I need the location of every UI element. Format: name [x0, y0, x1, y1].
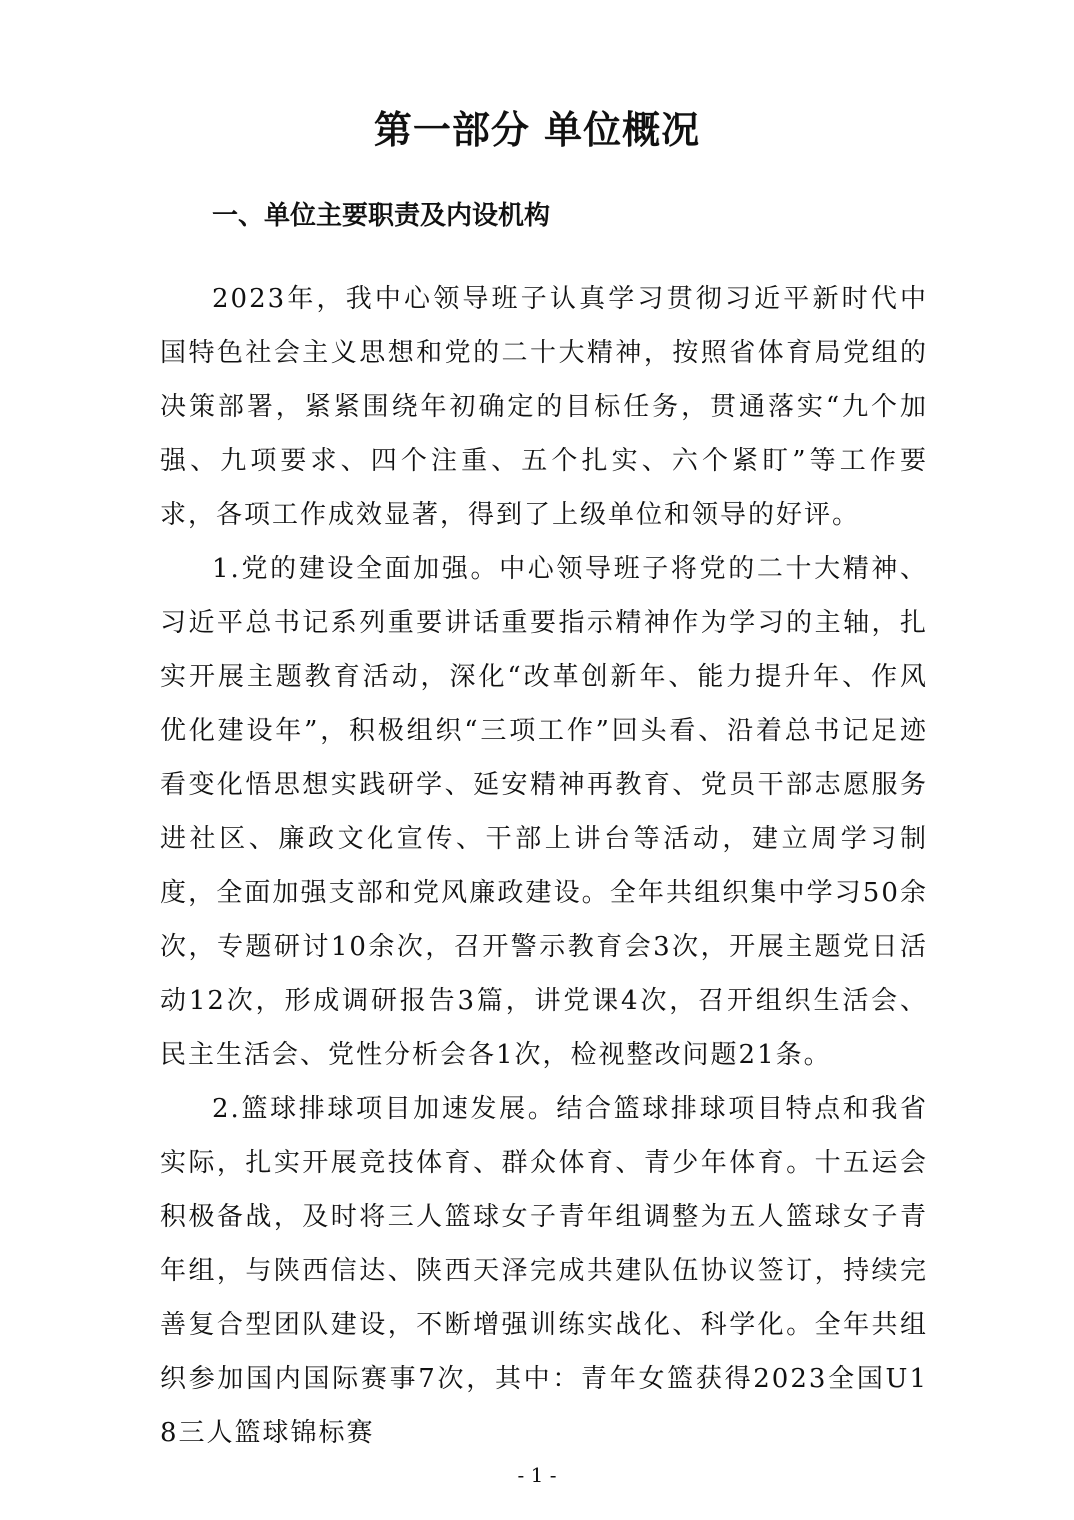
page-number: - 1 - — [517, 1463, 557, 1487]
body-text — [160, 272, 928, 1460]
page-title: 第一部分 单位概况 — [373, 107, 701, 152]
paragraph-intro: 2023年，我中心领导班子认真学习贯彻习近平新时代中国特色社会主义思想和党的二十大精神，按照省体育局党组的决策部署，紧紧围绕年初确定的目标任务，贯通落实“九个加强、九项要求、四个注重、五个扎实、六个紧盯”等工作要求，各项工作成效显著，得到了上级单位和领导的好评。 — [160, 284, 928, 530]
paragraph-party-building: 1.党的建设全面加强。中心领导班子将党的二十大精神、习近平总书记系列重要讲话重要指示精神作为学习的主轴，扎实开展主题教育活动，深化“改革创新年、能力提升年、作风优化建设年”，积极组织“三项工作”回头看、沿着总书记足迹看变化悟思想实践研学、延安精神再教育、党员干部志愿服务进社区、廉政文化宣传、干部上讲台等活动，建立周学习制度，全面加强支部和党风廉政建设。全年共组织集中学习50余次，专题研讨10余次，召开警示教育会3次，开展主题党日活动12次，形成调研报告3篇，讲党课4次，召开组织生活会、民主生活会、党性分析会各1次，检视整改问题21条。 — [160, 554, 928, 1070]
paragraph-basketball-volleyball: 2.篮球排球项目加速发展。结合篮球排球项目特点和我省实际，扎实开展竞技体育、群众体育、青少年体育。十五运会积极备战，及时将三人篮球女子青年组调整为五人篮球女子青年组，与陕西信达、陕西天泽完成共建队伍协议签订，持续完善复合型团队建设，不断增强训练实战化、科学化。全年共组织参加国内国际赛事7次，其中：青年女篮获得2023全国U18三人篮球锦标赛 — [160, 1094, 928, 1448]
section-heading: 一、单位主要职责及内设机构 — [212, 201, 551, 231]
